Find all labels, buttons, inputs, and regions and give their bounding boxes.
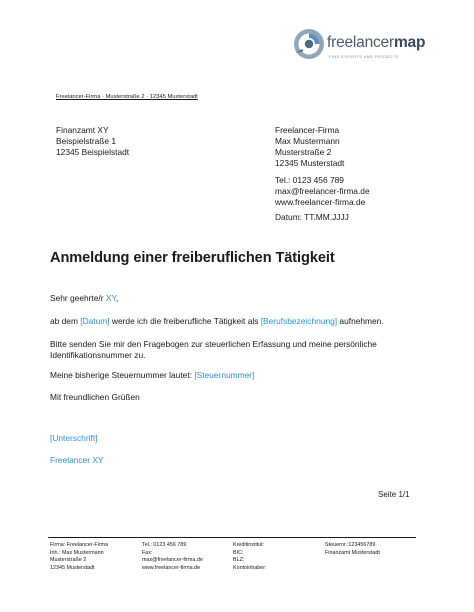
footer-website[interactable]: www.freelancer-firma.de [142,564,201,571]
footer-company-column [50,542,108,572]
footer-account-holder: Kontoinhaber: [233,564,267,571]
paragraph-start-date [50,316,384,327]
footer-company: Firma: Freelancer-Firma [50,542,109,548]
letter-date: Datum: TT.MM.JJJJ [275,212,349,222]
tax-number-placeholder: [Steuernummer] [194,370,255,380]
closing: Mit freundlichen Grüßen [50,392,140,402]
paragraph2-line1: Bitte senden Sie mir den Fragebogen zur steuerlichen Erfassung und meine persönliche [50,339,377,349]
footer-blz: BLZ: [233,557,245,564]
sender-company: Freelancer-Firma [275,125,340,135]
logo-tagline: FIND EXPERTS AND PROJECTS [329,55,399,59]
paragraph-tax-number [50,370,254,381]
sender-street: Musterstraße 2 [275,147,332,157]
salutation-prefix: Sehr geehrte/r [50,293,106,303]
footer-divider [48,537,416,538]
paragraph2-line2: Identifikationsnummer zu. [50,350,146,360]
page-number: Seite 1/1 [378,490,410,499]
sender-name: Max Mustermann [275,136,340,146]
footer-contact-column [142,542,203,572]
recipient-address [56,125,129,158]
paragraph1-text-3: aufnehmen. [337,316,384,326]
sender-address [275,125,344,169]
recipient-street: Beispielstraße 1 [56,136,117,146]
freelancermap-logo-icon [292,27,326,61]
footer-bank-column [233,542,267,572]
profession-placeholder: [Berufsbezeichnung] [260,316,338,326]
recipient-name: Finanzamt XY [56,125,109,135]
letter-subject: Anmeldung einer freiberuflichen Tätigkeit [50,250,335,266]
salutation [50,293,118,304]
paragraph-request [50,339,377,361]
date-placeholder: [Datum] [80,316,110,326]
signature-name: Freelancer XY [50,455,104,465]
footer-tax-office: Finanzamt Musterstadt [325,549,380,556]
paragraph1-text-1: ab dem [50,316,81,326]
salutation-suffix: , [115,293,119,303]
logo-wordmark: freelancermap [327,34,426,51]
sender-phone: Tel.: 0123 456 789 [275,175,344,185]
recipient-city: 12345 Beispielstadt [56,147,130,157]
footer-tax-number: Steuernr.:123456789 [325,542,376,548]
footer-fax: Fax: [142,549,153,556]
paragraph3-text: Meine bisherige Steuernummer lautet: [50,370,195,380]
sender-email[interactable]: max@freelancer-firma.de [275,186,370,196]
signature-placeholder: [Unterschrift] [50,433,98,443]
footer-tax-column [325,542,380,557]
footer-owner: Inh.: Max Mustermann [50,549,104,556]
freelancermap-logo[interactable] [292,27,462,67]
footer-phone: Tel.: 0123 456 789 [142,542,187,548]
footer-city: 12345 Musterstadt [50,564,95,571]
footer-email[interactable]: max@freelancer-firma.de [142,557,203,564]
sender-contact [275,175,370,208]
paragraph1-text-2: werde ich die freiberufliche Tätigkeit als [109,316,261,326]
footer-bic: BIC: [233,549,244,556]
sender-website[interactable]: www.freelancer-firma.de [275,197,366,207]
sender-city: 12345 Musterstadt [275,158,345,168]
footer-street: Musterstraße 2 [50,557,87,564]
salutation-name-placeholder: XY [105,293,116,303]
return-address-line: Freelancer-Firma · Musterstraße 2 · 12345 Musterstadt [56,94,198,100]
footer-bank: Kreditinstitut: [233,542,265,548]
